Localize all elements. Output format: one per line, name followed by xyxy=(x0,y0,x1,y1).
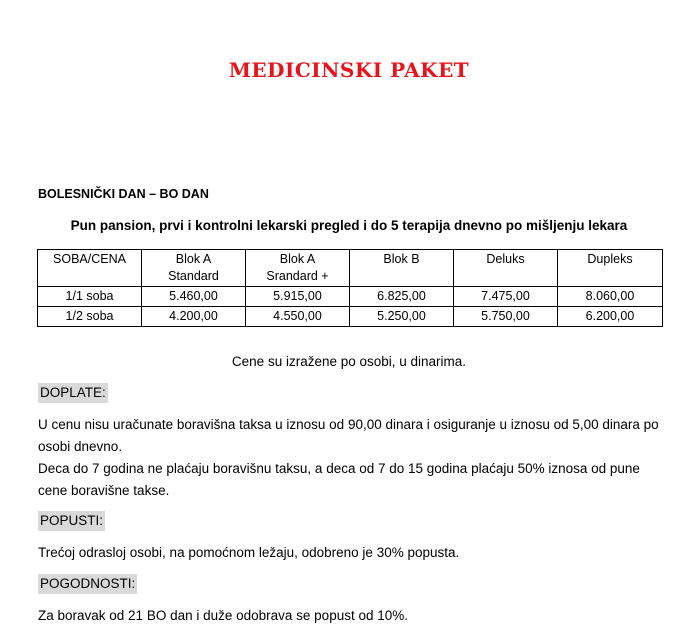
header-cell-dupleks: Dupleks xyxy=(558,250,663,287)
table-cell: 7.475,00 xyxy=(454,287,558,307)
header-cell-blok-a-standard: Blok A Standard xyxy=(142,250,246,287)
table-cell: 6.200,00 xyxy=(558,307,663,327)
header-cell-room-price: SOBA/CENA xyxy=(38,250,142,287)
table-cell: 5.915,00 xyxy=(246,287,350,307)
table-cell: 1/1 soba xyxy=(38,287,142,307)
price-note: Cene su izražene po osobi, u dinarima. xyxy=(231,354,467,369)
table-row xyxy=(38,307,663,327)
package-description: Pun pansion, prvi i kontrolni lekarski pregled i do 5 terapija dnevno po mišljenju lekara xyxy=(70,218,628,233)
pogodnosti-text: Za boravak od 21 BO dan i duže odobrava se popust od 10%. xyxy=(38,608,408,623)
header-cell-blok-a-standard-plus: Blok A Srandard + xyxy=(246,250,350,287)
doplate-text-1: U cenu nisu uračunate boravišna taksa u iznosu od 90,00 dinara i osiguranje u iznosu od 5,00 dinara po osobi dnevno. xyxy=(38,417,659,454)
table-cell: 5.750,00 xyxy=(454,307,558,327)
table-cell: 8.060,00 xyxy=(558,287,663,307)
table-cell: 4.200,00 xyxy=(142,307,246,327)
doplate-text-2: Deca do 7 godina ne plaćaju boravišnu taksu, a deca od 7 do 15 godina plaćaju 50% iznosa od pune cene boravišne takse. xyxy=(38,461,640,498)
header-cell-deluks: Deluks xyxy=(454,250,558,287)
table-cell: 5.250,00 xyxy=(350,307,454,327)
page-title: MEDICINSKI PAKET xyxy=(228,58,470,82)
price-table xyxy=(37,249,663,327)
popusti-text: Trećoj odrasloj osobi, na pomoćnom ležaju, odobreno je 30% popusta. xyxy=(38,545,460,560)
table-cell: 6.825,00 xyxy=(350,287,454,307)
table-cell: 5.460,00 xyxy=(142,287,246,307)
section-heading: BOLESNIČKI DAN – BO DAN xyxy=(38,187,209,201)
table-header-row xyxy=(38,250,663,287)
pogodnosti-label: POGODNOSTI: xyxy=(38,574,137,594)
table-cell: 1/2 soba xyxy=(38,307,142,327)
popusti-label: POPUSTI: xyxy=(38,511,105,531)
doplate-label: DOPLATE: xyxy=(38,383,108,403)
table-cell: 4.550,00 xyxy=(246,307,350,327)
table-row xyxy=(38,287,663,307)
header-cell-blok-b: Blok B xyxy=(350,250,454,287)
